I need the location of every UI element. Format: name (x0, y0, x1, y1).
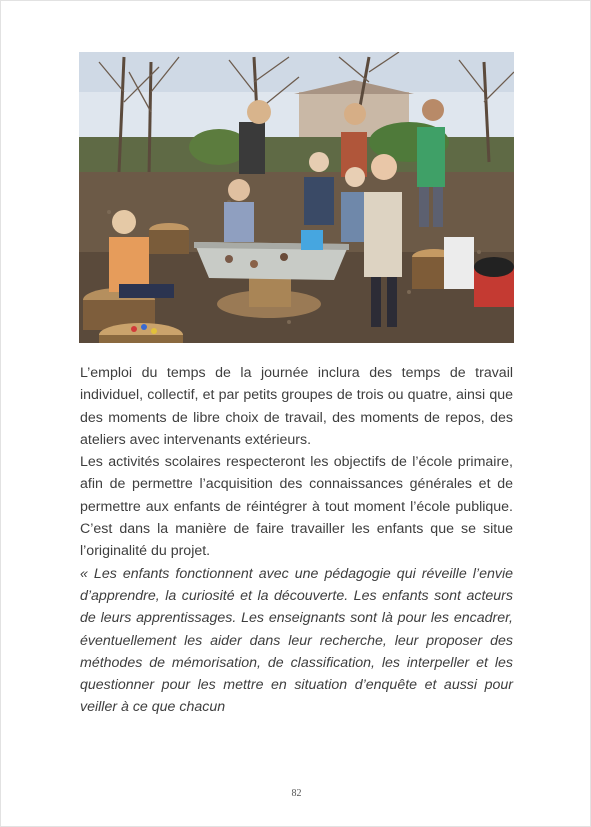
paragraph-quote: « Les enfants fonctionnent avec une pédagogie qui réveille l’envie d’apprendre, la curiosité et la découverte. Les enfants sont acteurs de leurs apprentissages. Les enseignants sont là pour les encadrer, éventuellement les aider dans leur recherche, leur proposer des méthodes de mémorisation, de classification, les interpeller et les questionner pour les mettre en situation d’enquête et aussi pour veiller à ce que chacun (80, 565, 513, 716)
paragraph-schedule: L’emploi du temps de la journée inclura des temps de travail individuel, collectif, et par petits groupes de trois ou quatre, ainsi que des moments de libre choix de travail, des moments de repos, des ateliers avec intervenants extérieurs. (80, 365, 513, 448)
paragraph-activities: Les activités scolaires respecteront les objectifs de l’école primaire, afin de permettre l’acquisition des connaissances générales et de permettre aux enfants de réintégrer à tout moment l’école publique. C’est dans la manière de faire travailler les enfants que se situe l’originalité du projet. (80, 454, 513, 560)
body-text (80, 362, 513, 719)
page-number: 82 (291, 788, 302, 799)
outdoor-class-photo (79, 52, 514, 343)
